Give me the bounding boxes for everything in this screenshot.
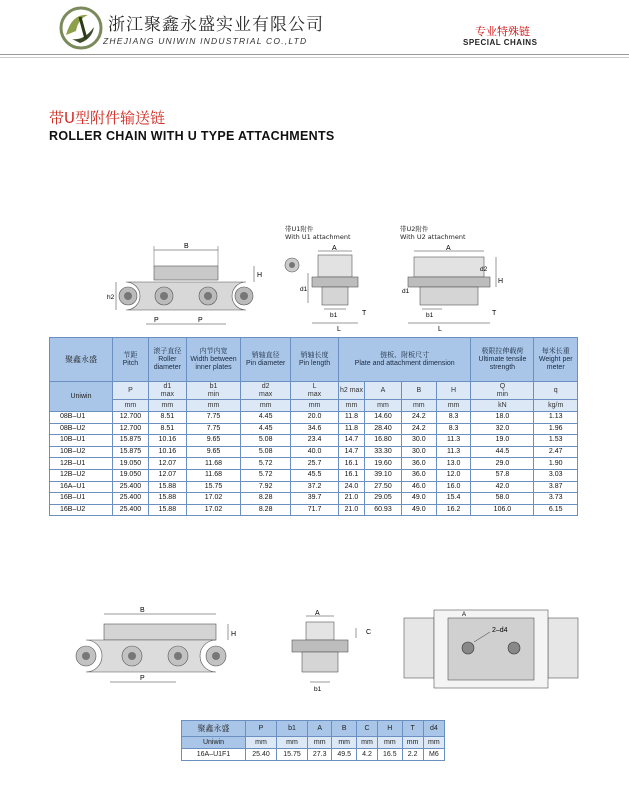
col-header-roller-diameter: 滚子直径 Roller diameter (148, 338, 186, 382)
small-col-C: C (356, 721, 377, 737)
small-unit-0: mm (246, 737, 277, 749)
table-cell: 3.73 (534, 493, 578, 505)
small-row-cell: 2.2 (402, 749, 423, 761)
col-header-pitch: 节距 Pitch (113, 338, 149, 382)
small-brand-en: Uniwin (182, 737, 246, 749)
sym-A: A (365, 382, 402, 400)
sym-q: q (534, 382, 578, 400)
table-row (50, 481, 578, 493)
table-cell: 12.07 (148, 469, 186, 481)
table-cell: 19.60 (365, 458, 402, 470)
table-cell: 7.75 (186, 423, 240, 435)
table-cell: 8.51 (148, 423, 186, 435)
dim-label-P-bottom: P (140, 675, 145, 682)
table-cell: 11.3 (436, 435, 471, 447)
table-cell: 5.72 (241, 458, 291, 470)
table-cell: 1.90 (534, 458, 578, 470)
chain-code-cell: 16A–U1 (50, 481, 113, 493)
brand-name-cn: 聚鑫永盛 (50, 338, 113, 382)
small-unit-4: mm (356, 737, 377, 749)
table-cell: 45.5 (291, 469, 339, 481)
sym-d2: d2 max (241, 382, 291, 400)
section-title-en: ROLLER CHAIN WITH U TYPE ATTACHMENTS (49, 129, 335, 143)
small-row-cell: 4.2 (356, 749, 377, 761)
table-cell: 39.7 (291, 493, 339, 505)
table-cell: 8.51 (148, 412, 186, 424)
table-row (50, 412, 578, 424)
table-cell: 11.8 (338, 423, 364, 435)
table-cell: 11.3 (436, 446, 471, 458)
dim-label-P-1: P (154, 317, 159, 324)
table-cell: 27.50 (365, 481, 402, 493)
dim-label-A: A (332, 245, 337, 252)
table-cell: 7.92 (241, 481, 291, 493)
table-cell: 71.7 (291, 504, 339, 516)
table-cell: 8.28 (241, 504, 291, 516)
table-cell: 32.0 (471, 423, 534, 435)
table-cell: 15.88 (148, 504, 186, 516)
table-cell: 23.4 (291, 435, 339, 447)
dim-label-A-top: A (462, 612, 467, 618)
dim-label-T-u2: T (492, 310, 497, 317)
small-unit-7: mm (423, 737, 444, 749)
table-cell: 25.400 (113, 481, 149, 493)
table-cell: 106.0 (471, 504, 534, 516)
small-brand-cn: 聚鑫永盛 (182, 721, 246, 737)
sym-H: H (436, 382, 471, 400)
table-cell: 4.45 (241, 423, 291, 435)
table-cell: 5.72 (241, 469, 291, 481)
table-cell: 57.8 (471, 469, 534, 481)
table-row (50, 435, 578, 447)
table-cell: 25.400 (113, 504, 149, 516)
sym-b1: b1 min (186, 382, 240, 400)
chain-side-view-diagram (106, 238, 266, 336)
small-col-P: P (246, 721, 277, 737)
table-row (50, 446, 578, 458)
dim-label-H-u2: H (498, 278, 504, 285)
sym-Q: Q min (471, 382, 534, 400)
u1f1-top-view-diagram (398, 598, 584, 702)
table-cell: 16.0 (436, 481, 471, 493)
col-header-weight: 每米长重 Weight per meter (534, 338, 578, 382)
chain-code-cell: 16B–U1 (50, 493, 113, 505)
chain-code-cell: 12B–U2 (50, 469, 113, 481)
table-cell: 11.68 (186, 469, 240, 481)
tagline-en: SPECIAL CHAINS (463, 38, 538, 47)
table-cell: 14.7 (338, 446, 364, 458)
unit-H: mm (436, 400, 471, 412)
small-col-T: T (402, 721, 423, 737)
table-cell: 9.65 (186, 435, 240, 447)
table-cell: 19.050 (113, 458, 149, 470)
table-cell: 24.0 (338, 481, 364, 493)
table-cell: 30.0 (401, 435, 436, 447)
company-name-cn: 浙江聚鑫永盛实业有限公司 (108, 15, 324, 35)
chain-code-cell: 08B–U1 (50, 412, 113, 424)
u1f1-side-view-diagram (66, 602, 241, 702)
table-cell: 16.80 (365, 435, 402, 447)
small-unit-5: mm (378, 737, 402, 749)
dim-label-L: L (337, 326, 341, 333)
table-cell: 10.16 (148, 446, 186, 458)
table-cell: 14.60 (365, 412, 402, 424)
dim-label-A-bottom: A (315, 610, 320, 617)
dim-label-d2: d2 (480, 266, 488, 273)
small-row-cell: 27.3 (308, 749, 332, 761)
table-cell: 19.050 (113, 469, 149, 481)
table-cell: 16.1 (338, 469, 364, 481)
company-name-en: ZHEJIANG UNIWIN INDUSTRIAL CO.,LTD (103, 36, 308, 46)
small-col-B: B (332, 721, 356, 737)
chain-code-cell: 16B–U2 (50, 504, 113, 516)
table-cell: 25.400 (113, 493, 149, 505)
u1f1-spec-table (181, 720, 445, 761)
sym-P: P (113, 382, 149, 400)
table-cell: 36.0 (401, 469, 436, 481)
dim-label-H-bottom: H (231, 631, 237, 638)
table-cell: 12.700 (113, 423, 149, 435)
u2-attachment-front-view-diagram (398, 243, 508, 333)
table-cell: 17.02 (186, 493, 240, 505)
table-cell: 49.0 (401, 493, 436, 505)
table-cell: 15.875 (113, 446, 149, 458)
unit-P: mm (113, 400, 149, 412)
unit-L: mm (291, 400, 339, 412)
table-cell: 39.10 (365, 469, 402, 481)
tagline-cn: 专业特殊链 (475, 25, 530, 38)
table-cell: 29.0 (471, 458, 534, 470)
small-unit-1: mm (277, 737, 308, 749)
table-cell: 1.53 (534, 435, 578, 447)
dim-label-H: H (257, 272, 263, 279)
col-header-plate-group: 链板、附板尺寸 Plate and attachment dimension (338, 338, 471, 382)
table-cell: 36.0 (401, 458, 436, 470)
small-col-b1: b1 (277, 721, 308, 737)
table-cell: 21.0 (338, 493, 364, 505)
table-cell: 40.0 (291, 446, 339, 458)
table-row (50, 458, 578, 470)
table-cell: 30.0 (401, 446, 436, 458)
table-cell: 25.7 (291, 458, 339, 470)
table-cell: 17.02 (186, 504, 240, 516)
table-cell: 11.8 (338, 412, 364, 424)
unit-d1: mm (148, 400, 186, 412)
table-cell: 20.0 (291, 412, 339, 424)
col-header-pin-diameter: 销轴直径 Pin diameter (241, 338, 291, 382)
table-cell: 3.87 (534, 481, 578, 493)
table-cell: 12.0 (436, 469, 471, 481)
dim-label-B: B (184, 243, 189, 250)
page-header (0, 0, 629, 55)
table-cell: 16.1 (338, 458, 364, 470)
u1-attachment-front-view-diagram (282, 243, 372, 333)
col-header-pin-length: 销轴长度 Pin length (291, 338, 339, 382)
table-cell: 14.7 (338, 435, 364, 447)
table-cell: 12.07 (148, 458, 186, 470)
sym-h2: h2 max (338, 382, 364, 400)
dim-label-P-2: P (198, 317, 203, 324)
table-cell: 37.2 (291, 481, 339, 493)
sym-L: L max (291, 382, 339, 400)
table-cell: 10.16 (148, 435, 186, 447)
dim-label-d1-u2: d1 (402, 288, 410, 295)
small-row-cell: M6 (423, 749, 444, 761)
small-row-cell: 15.75 (277, 749, 308, 761)
table-cell: 1.13 (534, 412, 578, 424)
table-cell: 19.0 (471, 435, 534, 447)
table-cell: 12.700 (113, 412, 149, 424)
table-cell: 9.65 (186, 446, 240, 458)
chain-code-cell: 08B–U2 (50, 423, 113, 435)
table-cell: 49.0 (401, 504, 436, 516)
table-row (50, 504, 578, 516)
chain-code-cell: 10B–U1 (50, 435, 113, 447)
small-unit-6: mm (402, 737, 423, 749)
table-cell: 18.0 (471, 412, 534, 424)
table-cell: 28.40 (365, 423, 402, 435)
header-divider-secondary (0, 57, 629, 58)
table-cell: 5.08 (241, 435, 291, 447)
table-row (50, 493, 578, 505)
table-cell: 24.2 (401, 423, 436, 435)
unit-h2: mm (338, 400, 364, 412)
table-cell: 60.93 (365, 504, 402, 516)
table-cell: 29.05 (365, 493, 402, 505)
table-cell: 21.0 (338, 504, 364, 516)
section-title-cn: 带U型附件输送链 (49, 109, 165, 127)
dim-label-d1: d1 (300, 286, 308, 293)
dim-label-C: C (366, 629, 372, 636)
dim-label-b1-u2: b1 (426, 312, 434, 319)
table-cell: 15.4 (436, 493, 471, 505)
table-cell: 3.03 (534, 469, 578, 481)
small-unit-3: mm (332, 737, 356, 749)
table-cell: 11.68 (186, 458, 240, 470)
u1f1-front-view-diagram (280, 608, 380, 698)
table-cell: 4.45 (241, 412, 291, 424)
small-row-cell: 25.40 (246, 749, 277, 761)
spec-table (49, 337, 578, 516)
table-row (50, 469, 578, 481)
table-cell: 15.875 (113, 435, 149, 447)
col-header-tensile-strength: 极限拉伸载荷 Ultimate tensile strength (471, 338, 534, 382)
table-cell: 13.0 (436, 458, 471, 470)
dim-label-B-bottom: B (140, 607, 145, 614)
small-col-d4: d4 (423, 721, 444, 737)
table-cell: 34.6 (291, 423, 339, 435)
table-cell: 8.28 (241, 493, 291, 505)
dim-label-h2: h2 (107, 294, 115, 301)
col-header-inner-width: 内节内宽 Width between inner plates (186, 338, 240, 382)
small-row-cell: 16.5 (378, 749, 402, 761)
unit-B: mm (401, 400, 436, 412)
table-cell: 44.5 (471, 446, 534, 458)
unit-Q: kN (471, 400, 534, 412)
chain-code-cell: 12B–U1 (50, 458, 113, 470)
u2-attachment-caption: 带U2附件 With U2 attachment (400, 225, 466, 241)
brand-name-en: Uniwin (50, 382, 113, 412)
u1-attachment-caption: 带U1附件 With U1 attachment (285, 225, 351, 241)
unit-q: kg/m (534, 400, 578, 412)
table-cell: 42.0 (471, 481, 534, 493)
header-divider (0, 54, 629, 55)
unit-d2: mm (241, 400, 291, 412)
small-col-A: A (308, 721, 332, 737)
dim-label-b1: b1 (330, 312, 338, 319)
dim-label-A-u2: A (446, 245, 451, 252)
chain-code-cell: 10B–U2 (50, 446, 113, 458)
small-row-code: 16A–U1F1 (182, 749, 246, 761)
table-cell: 33.30 (365, 446, 402, 458)
table-cell: 16.2 (436, 504, 471, 516)
table-cell: 6.15 (534, 504, 578, 516)
table-cell: 46.0 (401, 481, 436, 493)
unit-A: mm (365, 400, 402, 412)
sym-B: B (401, 382, 436, 400)
table-cell: 58.0 (471, 493, 534, 505)
table-cell: 8.3 (436, 412, 471, 424)
table-row (50, 423, 578, 435)
table-cell: 15.88 (148, 493, 186, 505)
small-row-cell: 49.5 (332, 749, 356, 761)
dim-label-d4: 2–d4 (492, 627, 508, 634)
table-cell: 1.96 (534, 423, 578, 435)
dim-label-b1-bottom: b1 (314, 686, 322, 693)
table-cell: 2.47 (534, 446, 578, 458)
dim-label-T: T (362, 310, 367, 317)
table-cell: 8.3 (436, 423, 471, 435)
table-cell: 5.08 (241, 446, 291, 458)
table-cell: 15.88 (148, 481, 186, 493)
unit-b1: mm (186, 400, 240, 412)
table-cell: 7.75 (186, 412, 240, 424)
sym-d1: d1 max (148, 382, 186, 400)
table-cell: 15.75 (186, 481, 240, 493)
table-cell: 24.2 (401, 412, 436, 424)
dim-label-L-u2: L (438, 326, 442, 333)
small-col-H: H (378, 721, 402, 737)
small-unit-2: mm (308, 737, 332, 749)
company-logo-icon (58, 5, 104, 51)
